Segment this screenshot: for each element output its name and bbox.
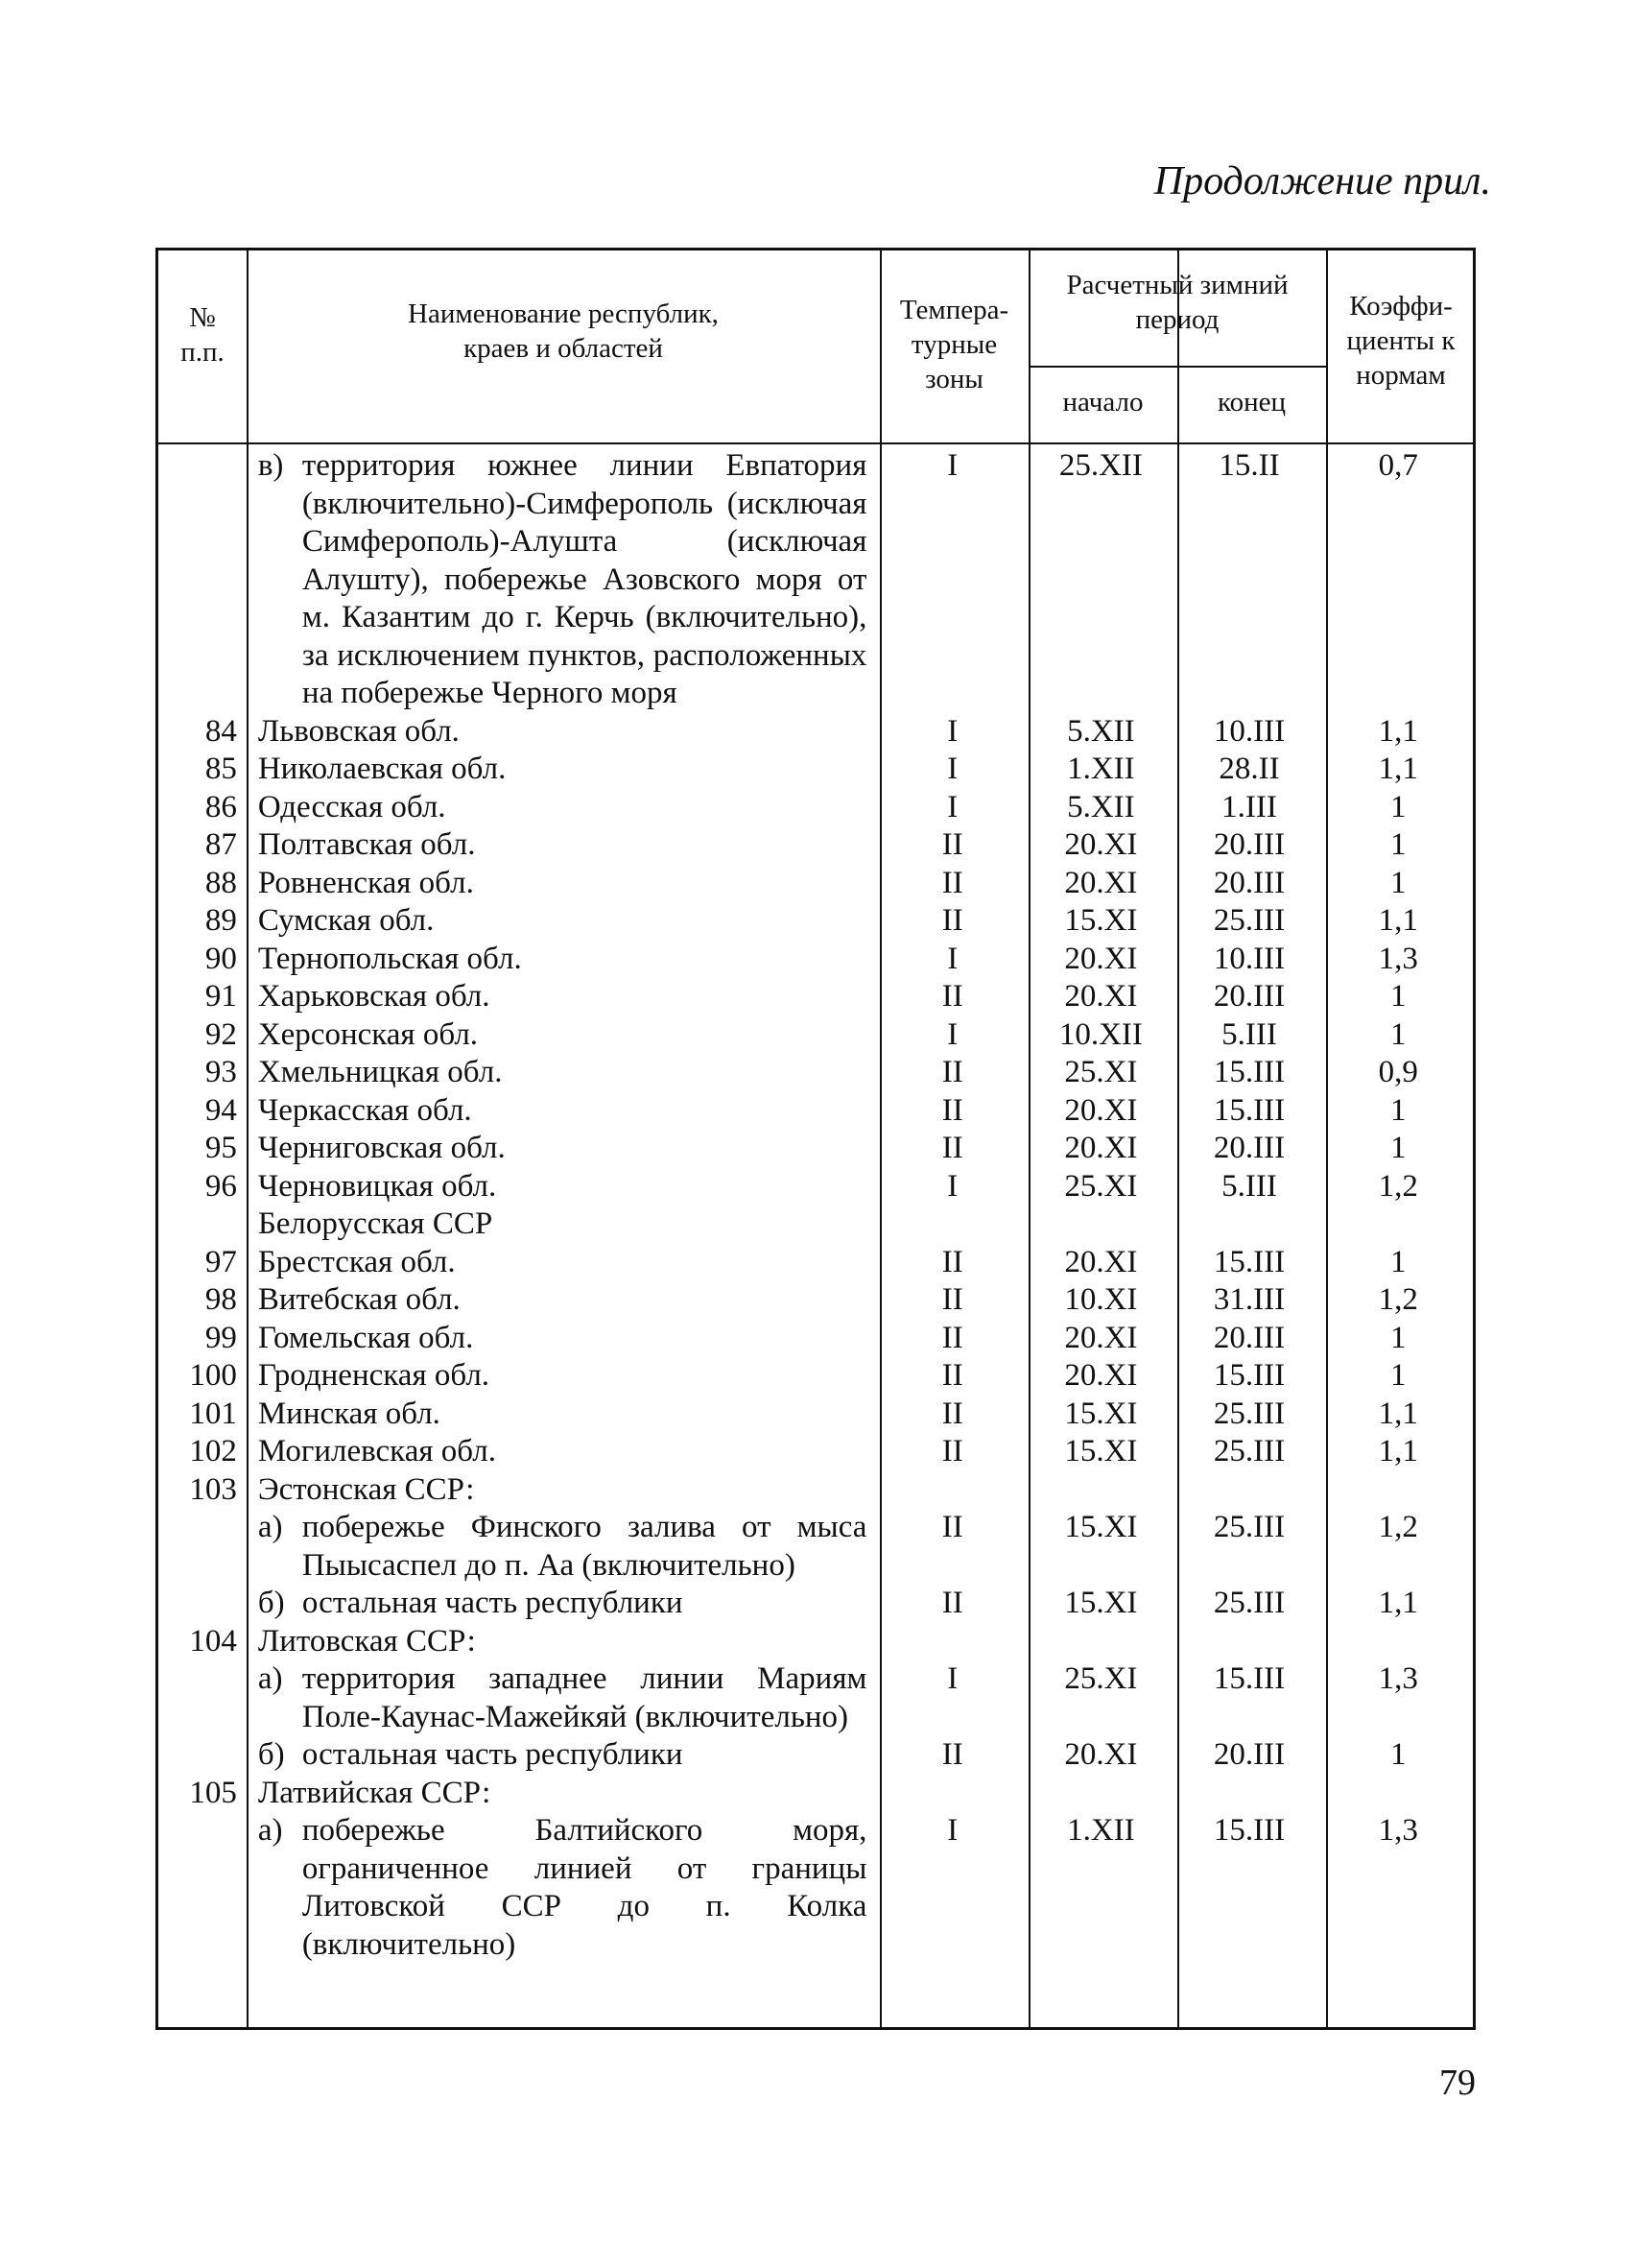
period-end: 20.III	[1213, 979, 1286, 1014]
table-row	[158, 1092, 1473, 1131]
temperature-zone: II	[941, 827, 963, 862]
period-start	[1027, 1623, 1175, 1661]
period-end: 25.III	[1213, 1396, 1286, 1431]
header-divider	[158, 442, 1473, 444]
region-name: Харьковская обл.	[257, 979, 490, 1014]
coefficient: 1,1	[1378, 1434, 1418, 1468]
table-row	[158, 713, 1473, 752]
table-row	[158, 826, 1473, 865]
period-end: 5.III	[1221, 1016, 1277, 1052]
coefficient: 1	[1389, 1244, 1407, 1279]
period-start: 25.XI	[1064, 1168, 1138, 1204]
temperature-zone: II	[941, 1434, 963, 1468]
table-row	[158, 1016, 1473, 1055]
table-row	[158, 751, 1473, 789]
continuation-note: Продолжение прил.	[1153, 159, 1491, 203]
temperature-zone: I	[947, 1813, 959, 1848]
temperature-zone: II	[941, 1396, 963, 1431]
row-number: 101	[189, 1396, 237, 1431]
table-row	[158, 1281, 1473, 1320]
coefficient: 1,2	[1378, 1168, 1418, 1204]
table-row	[158, 1623, 1473, 1661]
header-number: № п.п.	[180, 302, 225, 368]
coefficient: 1	[1389, 1737, 1407, 1772]
table-row	[158, 1320, 1473, 1358]
region-name-text: территория западнее линии Мариям Поле-Каунас-Мажейкяй (включительно)	[301, 1661, 867, 1734]
period-start: 20.XI	[1064, 827, 1138, 862]
table-row	[158, 1244, 1473, 1282]
temperature-zone	[878, 1206, 1027, 1244]
temperature-zone: II	[941, 1092, 963, 1128]
period-start: 20.XI	[1064, 1131, 1138, 1165]
region-name: Львовская обл.	[257, 713, 460, 749]
region-name: Черновицкая обл.	[257, 1168, 497, 1204]
period-end: 10.III	[1213, 713, 1286, 749]
region-name-text: побережье Финского залива от мыса Пыысаспел до п. Аа (включительно)	[301, 1510, 867, 1583]
temperature-zone: II	[941, 979, 963, 1014]
temperature-zone	[878, 1775, 1027, 1813]
row-number: 94	[204, 1092, 237, 1128]
coefficient	[1323, 1623, 1473, 1661]
coefficient: 1,1	[1378, 903, 1418, 938]
table-row	[158, 1206, 1473, 1244]
temperature-zone: II	[941, 1320, 963, 1355]
table-row	[158, 1396, 1473, 1434]
temperature-zone: II	[941, 1282, 963, 1317]
coefficient: 1,1	[1378, 1586, 1418, 1620]
row-number: 105	[189, 1775, 237, 1810]
header-name: Наименование республик, краев и областей	[408, 298, 719, 364]
table-row	[158, 1812, 1473, 1964]
region-name: Латвийская ССР:	[257, 1775, 491, 1810]
row-number: 103	[189, 1471, 237, 1507]
temperature-zone: II	[941, 1510, 963, 1544]
region-name: Минская обл.	[257, 1396, 440, 1431]
temperature-zone: II	[941, 903, 963, 938]
row-number: 96	[204, 1168, 237, 1204]
period-start: 5.XII	[1067, 789, 1135, 824]
coefficient: 1	[1389, 979, 1407, 1014]
temperature-zone: I	[947, 1661, 959, 1696]
table-row	[158, 1775, 1473, 1813]
temperature-zone: I	[947, 448, 959, 483]
subitem-marker: а)	[257, 1661, 283, 1696]
region-name: Черниговская обл.	[257, 1131, 506, 1165]
coefficient: 1,3	[1378, 1661, 1418, 1696]
region-name: Могилевская обл.	[257, 1434, 496, 1468]
coefficient: 1	[1389, 827, 1407, 862]
header-start: начало	[1062, 387, 1144, 418]
table-row	[158, 865, 1473, 903]
coefficient: 1	[1389, 865, 1407, 900]
period-end: 15.III	[1213, 1092, 1286, 1128]
row-number: 86	[204, 789, 237, 824]
table-row	[158, 789, 1473, 827]
coefficient: 1,1	[1378, 1396, 1418, 1431]
row-number: 88	[204, 865, 237, 900]
subitem-marker: б)	[257, 1737, 285, 1772]
period-end: 28.II	[1219, 752, 1280, 786]
period-start: 20.XI	[1064, 979, 1138, 1014]
period-start: 1.XII	[1067, 752, 1135, 786]
row-number	[158, 1206, 247, 1244]
temperature-zone: I	[947, 789, 959, 824]
row-number: 98	[204, 1282, 237, 1317]
header-period: Расчетный зимний период	[1066, 270, 1289, 335]
region-name	[247, 1812, 879, 1964]
subitem-marker: а)	[257, 1813, 283, 1848]
period-start: 15.XI	[1064, 1586, 1138, 1620]
period-start: 20.XI	[1064, 941, 1138, 976]
row-number: 97	[204, 1244, 237, 1279]
region-name: Херсонская обл.	[257, 1016, 479, 1052]
region-name-text: территория южнее линии Евпатория (включительно)-Симферополь (исключая Симферополь)-Алушта (исключая Алушту), побережье Азовского моря от м. Казантим до г. Керчь (включительно), за исключением пунктов, расположенных на побережье Черного моря	[301, 448, 867, 710]
period-start: 20.XI	[1064, 1737, 1138, 1772]
period-start: 25.XI	[1064, 1661, 1138, 1696]
table-row	[158, 1736, 1473, 1775]
period-start: 20.XI	[1064, 865, 1138, 900]
period-end: 15.III	[1213, 1055, 1286, 1089]
subitem-marker: в)	[257, 448, 284, 483]
row-number: 85	[204, 752, 237, 786]
coefficient: 1	[1389, 789, 1407, 824]
region-name: Ровненская обл.	[257, 865, 474, 900]
period-start: 20.XI	[1064, 1320, 1138, 1355]
period-end: 15.II	[1219, 448, 1280, 483]
table-row	[158, 941, 1473, 979]
region-name: Брестская обл.	[257, 1244, 456, 1279]
coefficient: 1	[1389, 1016, 1407, 1052]
region-name: Литовская ССР:	[257, 1623, 476, 1659]
climate-table	[155, 248, 1476, 2030]
period-start: 20.XI	[1064, 1092, 1138, 1128]
temperature-zone: I	[947, 1016, 959, 1052]
region-name	[247, 1585, 879, 1623]
temperature-zone: II	[941, 1131, 963, 1165]
period-end	[1175, 1206, 1324, 1244]
coefficient: 1,2	[1378, 1510, 1418, 1544]
coefficient	[1323, 1206, 1473, 1244]
table-row	[158, 1585, 1473, 1623]
coefficient	[1323, 1471, 1473, 1510]
period-start: 20.XI	[1064, 1244, 1138, 1279]
period-end: 31.III	[1213, 1282, 1286, 1317]
table-row	[158, 1168, 1473, 1206]
table-row	[158, 1130, 1473, 1168]
temperature-zone: I	[947, 713, 959, 749]
coefficient: 1,1	[1378, 713, 1418, 749]
page-number: 79	[1439, 2063, 1476, 2103]
row-number: 91	[204, 979, 237, 1014]
table-body	[158, 447, 1473, 1964]
period-start: 10.XI	[1064, 1282, 1138, 1317]
table-row	[158, 1660, 1473, 1736]
period-end: 5.III	[1221, 1168, 1277, 1204]
row-number: 84	[204, 713, 237, 749]
period-end: 10.III	[1213, 941, 1286, 976]
header-zone: Темпера- турные зоны	[899, 295, 1009, 394]
region-name: Одесская обл.	[257, 789, 446, 824]
region-name: Сумская обл.	[257, 903, 435, 938]
row-number: 100	[189, 1358, 237, 1393]
period-end: 20.III	[1213, 865, 1286, 900]
period-end: 20.III	[1213, 1320, 1286, 1355]
table-row	[158, 1054, 1473, 1092]
period-end: 20.III	[1213, 827, 1286, 862]
row-number: 99	[204, 1320, 237, 1355]
period-end: 25.III	[1213, 903, 1286, 938]
period-end: 15.III	[1213, 1661, 1286, 1696]
period-end: 20.III	[1213, 1737, 1286, 1772]
period-end: 15.III	[1213, 1813, 1286, 1848]
temperature-zone	[878, 1471, 1027, 1510]
subitem-marker: а)	[257, 1510, 283, 1544]
row-number: 104	[189, 1623, 237, 1659]
period-start: 15.XI	[1064, 1396, 1138, 1431]
period-start: 15.XI	[1064, 1510, 1138, 1544]
period-end	[1175, 1471, 1324, 1510]
period-end	[1175, 1775, 1324, 1813]
region-name	[247, 1736, 879, 1775]
period-start: 25.XI	[1064, 1055, 1138, 1089]
region-name	[247, 1660, 879, 1736]
row-number	[158, 447, 247, 713]
coefficient: 1	[1389, 1131, 1407, 1165]
temperature-zone: II	[941, 865, 963, 900]
table-row	[158, 1509, 1473, 1585]
coefficient: 1,1	[1378, 752, 1418, 786]
row-number	[158, 1509, 247, 1585]
table-row	[158, 1433, 1473, 1471]
period-start: 25.XII	[1058, 448, 1143, 483]
period-start	[1027, 1471, 1175, 1510]
region-name-text: остальная часть республики	[301, 1586, 683, 1620]
period-start	[1027, 1775, 1175, 1813]
temperature-zone: II	[941, 1358, 963, 1393]
temperature-zone	[878, 1623, 1027, 1661]
period-start: 20.XI	[1064, 1358, 1138, 1393]
region-name: Белорусская ССР	[257, 1206, 493, 1241]
row-number: 89	[204, 903, 237, 938]
subitem-marker: б)	[257, 1586, 285, 1620]
region-name: Витебская обл.	[257, 1282, 461, 1317]
row-number: 102	[189, 1434, 237, 1468]
temperature-zone: I	[947, 941, 959, 976]
period-end: 15.III	[1213, 1358, 1286, 1393]
row-number	[158, 1660, 247, 1736]
period-start	[1027, 1206, 1175, 1244]
temperature-zone: I	[947, 1168, 959, 1204]
header-end: конец	[1217, 387, 1287, 418]
row-number: 92	[204, 1016, 237, 1052]
coefficient: 0,7	[1378, 448, 1418, 483]
coefficient: 0,9	[1378, 1055, 1418, 1089]
region-name: Гродненская обл.	[257, 1358, 490, 1393]
period-end: 25.III	[1213, 1510, 1286, 1544]
period-end: 20.III	[1213, 1131, 1286, 1165]
table-row	[158, 978, 1473, 1016]
period-start: 10.XII	[1058, 1016, 1143, 1052]
header-coefficient: Коэффи- циенты к нормам	[1346, 291, 1456, 391]
region-name: Хмельницкая обл.	[257, 1055, 503, 1089]
row-number: 90	[204, 941, 237, 976]
temperature-zone: II	[941, 1737, 963, 1772]
region-name: Эстонская ССР:	[257, 1471, 475, 1507]
row-number	[158, 1812, 247, 1964]
table-row	[158, 902, 1473, 941]
coefficient: 1	[1389, 1320, 1407, 1355]
region-name: Тернопольская обл.	[257, 941, 522, 976]
coefficient: 1	[1389, 1092, 1407, 1128]
region-name: Черкасская обл.	[257, 1092, 472, 1128]
region-name: Николаевская обл.	[257, 752, 507, 786]
coefficient	[1323, 1775, 1473, 1813]
coefficient: 1,2	[1378, 1282, 1418, 1317]
period-end: 25.III	[1213, 1586, 1286, 1620]
row-number: 95	[204, 1131, 237, 1165]
period-start: 1.XII	[1067, 1813, 1135, 1848]
period-start: 15.XI	[1064, 903, 1138, 938]
region-name	[247, 1509, 879, 1585]
region-name-text: побережье Балтийского моря, ограниченное линией от границы Литовской ССР до п. Колка (включительно)	[301, 1813, 867, 1962]
coefficient: 1,3	[1378, 941, 1418, 976]
row-number	[158, 1585, 247, 1623]
region-name-text: остальная часть республики	[301, 1737, 683, 1772]
period-end: 1.III	[1221, 789, 1277, 824]
temperature-zone: II	[941, 1055, 963, 1089]
temperature-zone: II	[941, 1586, 963, 1620]
temperature-zone: I	[947, 752, 959, 786]
period-end	[1175, 1623, 1324, 1661]
period-end: 25.III	[1213, 1434, 1286, 1468]
period-subheader-divider	[1029, 366, 1326, 368]
table-row	[158, 1471, 1473, 1510]
coefficient: 1	[1389, 1358, 1407, 1393]
row-number: 93	[204, 1055, 237, 1089]
table-row	[158, 447, 1473, 713]
row-number: 87	[204, 827, 237, 862]
region-name: Полтавская обл.	[257, 827, 476, 862]
row-number	[158, 1736, 247, 1775]
table-row	[158, 1357, 1473, 1396]
period-start: 5.XII	[1067, 713, 1135, 749]
region-name: Гомельская обл.	[257, 1320, 474, 1355]
region-name	[247, 447, 879, 713]
coefficient: 1,3	[1378, 1813, 1418, 1848]
temperature-zone: II	[941, 1244, 963, 1279]
period-start: 15.XI	[1064, 1434, 1138, 1468]
period-end: 15.III	[1213, 1244, 1286, 1279]
